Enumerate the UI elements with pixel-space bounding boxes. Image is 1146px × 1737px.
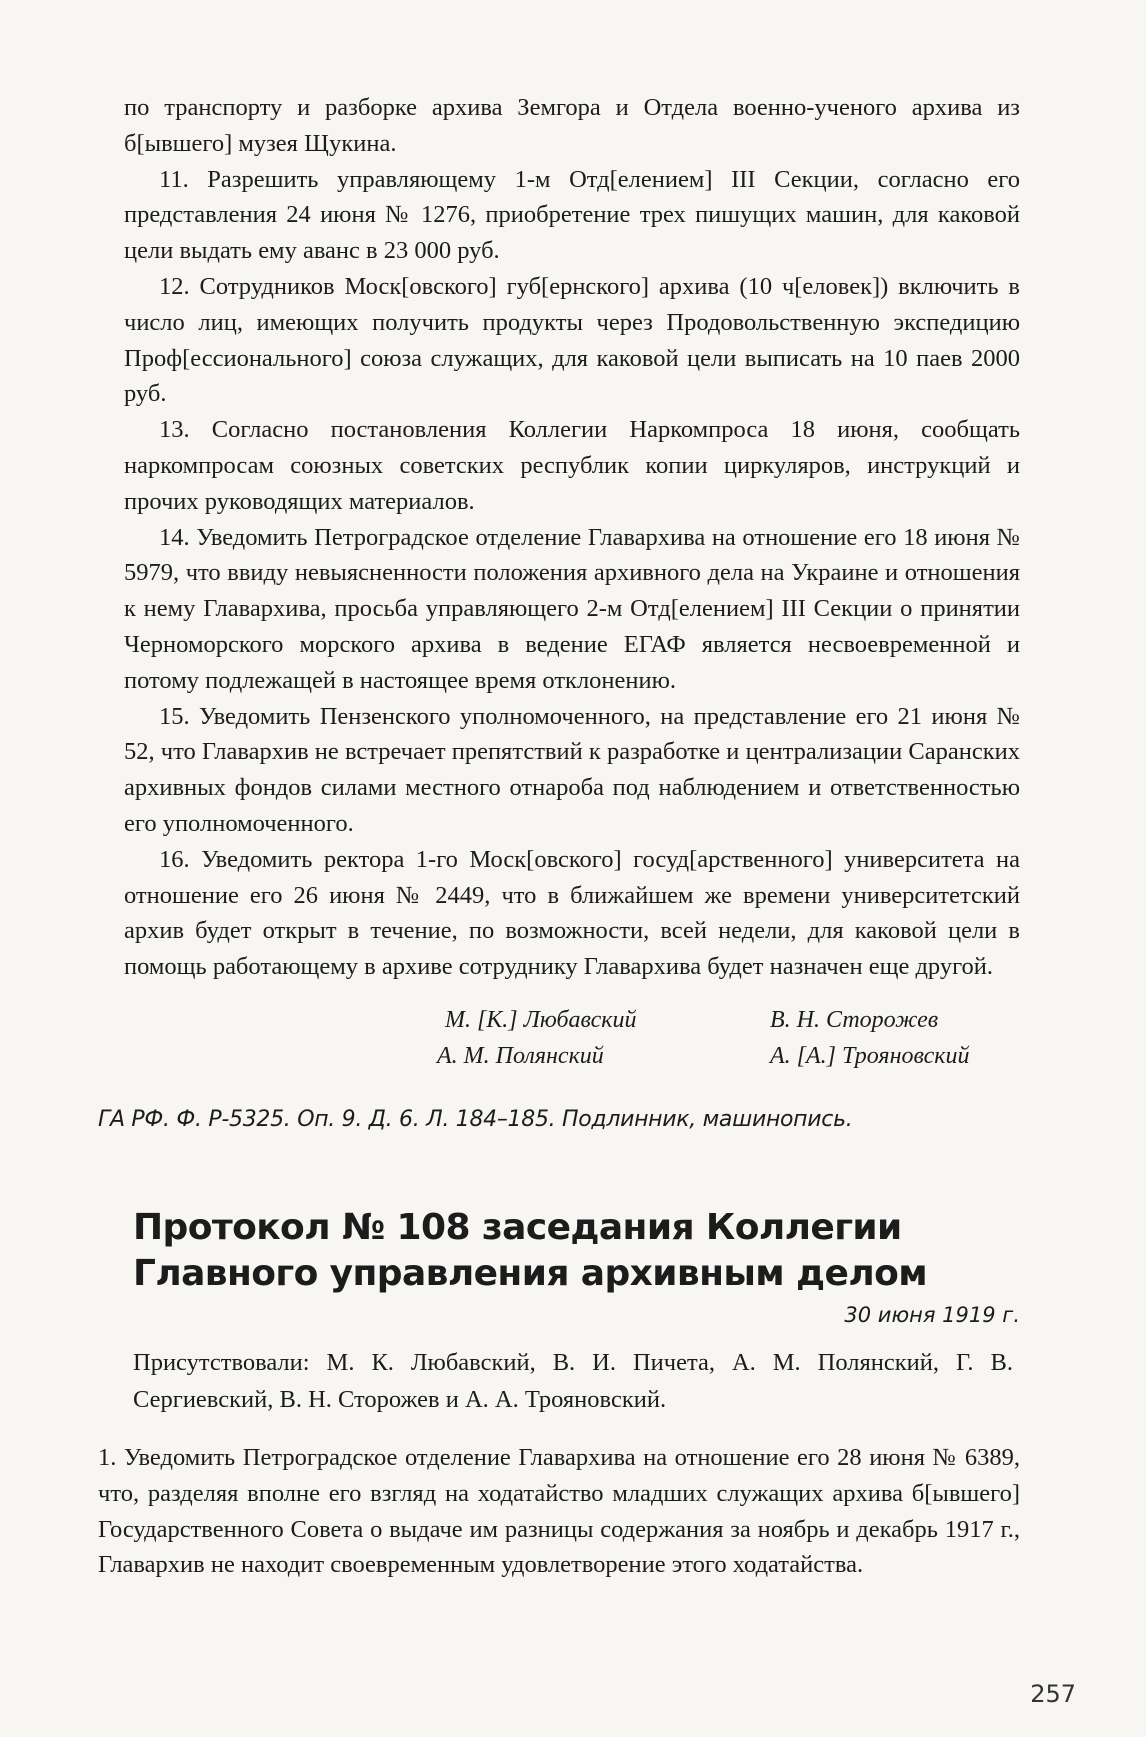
signature-storozhev: В. Н. Сторожев [770,1007,939,1033]
heading-line-2: Главного управления архивным делом [133,1253,928,1294]
paragraph-14: 14. Уведомить Петроградское отделение Главархива на отношение его 18 июня № 5979, что ввиду невыясненности положения архивного дела на Украине и отношения к нему Главархива, просьба управляющего 2-м Отд[елением] III Секции о принятии Черноморского морского архива в ведение ЕГАФ является несвоевременной и потому подлежащей в настоящее время отклонению. [124,523,1020,694]
page-number: 257 [1030,1680,1076,1708]
paragraph-16: 16. Уведомить ректора 1-го Моск[овского] госуд[арственного] университета на отношение его 26 июня № 2449, что в ближайшем же времени университетский архив будет открыт в течение, по возможности, всей недели, для каковой цели в помощь работающему в архиве сотруднику Главархива будет назначен еще другой. [124,845,1020,981]
paragraph-13: 13. Согласно постановления Коллегии Наркомпроса 18 июня, сообщать наркомпросам союзных советских республик копии циркуляров, инструкций и прочих руководящих материалов. [124,416,1020,515]
paragraph-15: 15. Уведомить Пензенского уполномоченного, на представление его 21 июня № 52, что Главархив не встречает препятствий к разработке и централизации Саранских архивных фондов силами местного отнароба под наблюдением и ответственностью его уполномоченного. [124,702,1020,837]
signature-lyubavsky: М. [К.] Любавский [445,1007,637,1033]
signature-polyansky: А. М. Полянский [437,1043,604,1069]
paragraph-10-end: по транспорту и разборке архива Земгора и Отдела военно-ученого архива из б[ывшего] музея Щукина. [124,94,1020,157]
section-heading [133,1205,1013,1297]
paragraph-item-1: 1. Уведомить Петроградское отделение Главархива на отношение его 28 июня № 6389, что, разделяя вполне его взгляд на ходатайство младших служащих архива б[ывшего] Государственного Совета о выдаче им разницы содержания за ноябрь и декабрь 1917 г., Главархив не находит своевременным удовлетворение этого ходатайства. [98,1444,1020,1579]
paragraph-11: 11. Разрешить управляющему 1-м Отд[елением] III Секции, согласно его представления 24 июня № 1276, приобретение трех пишущих машин, для каковой цели выдать ему аванс в 23 000 руб. [124,165,1020,265]
archival-source: ГА РФ. Ф. Р-5325. Оп. 9. Д. 6. Л. 184–185. Подлинник, машинопись. [98,1107,853,1132]
paragraph-12: 12. Сотрудников Моск[овского] губ[ернского] архива (10 ч[еловек]) включить в число лиц, имеющих получить продукты через Продовольственную экспедицию Проф[ессионального] союза служащих, для каковой цели выписать на 10 паев 2000 руб. [124,272,1020,408]
attendees: Присутствовали: М. К. Любавский, В. И. Пичета, А. М. Полянский, Г. В. Сергиевский, В. Н. Сторожев и А. А. Трояновский. [133,1349,1013,1413]
heading-line-1: Протокол № 108 заседания Коллегии [133,1207,902,1248]
protocol-continuation [124,90,1020,985]
protocol-date: 30 июня 1919 г. [844,1303,1020,1327]
signature-troyanovsky: А. [А.] Трояновский [770,1043,970,1069]
